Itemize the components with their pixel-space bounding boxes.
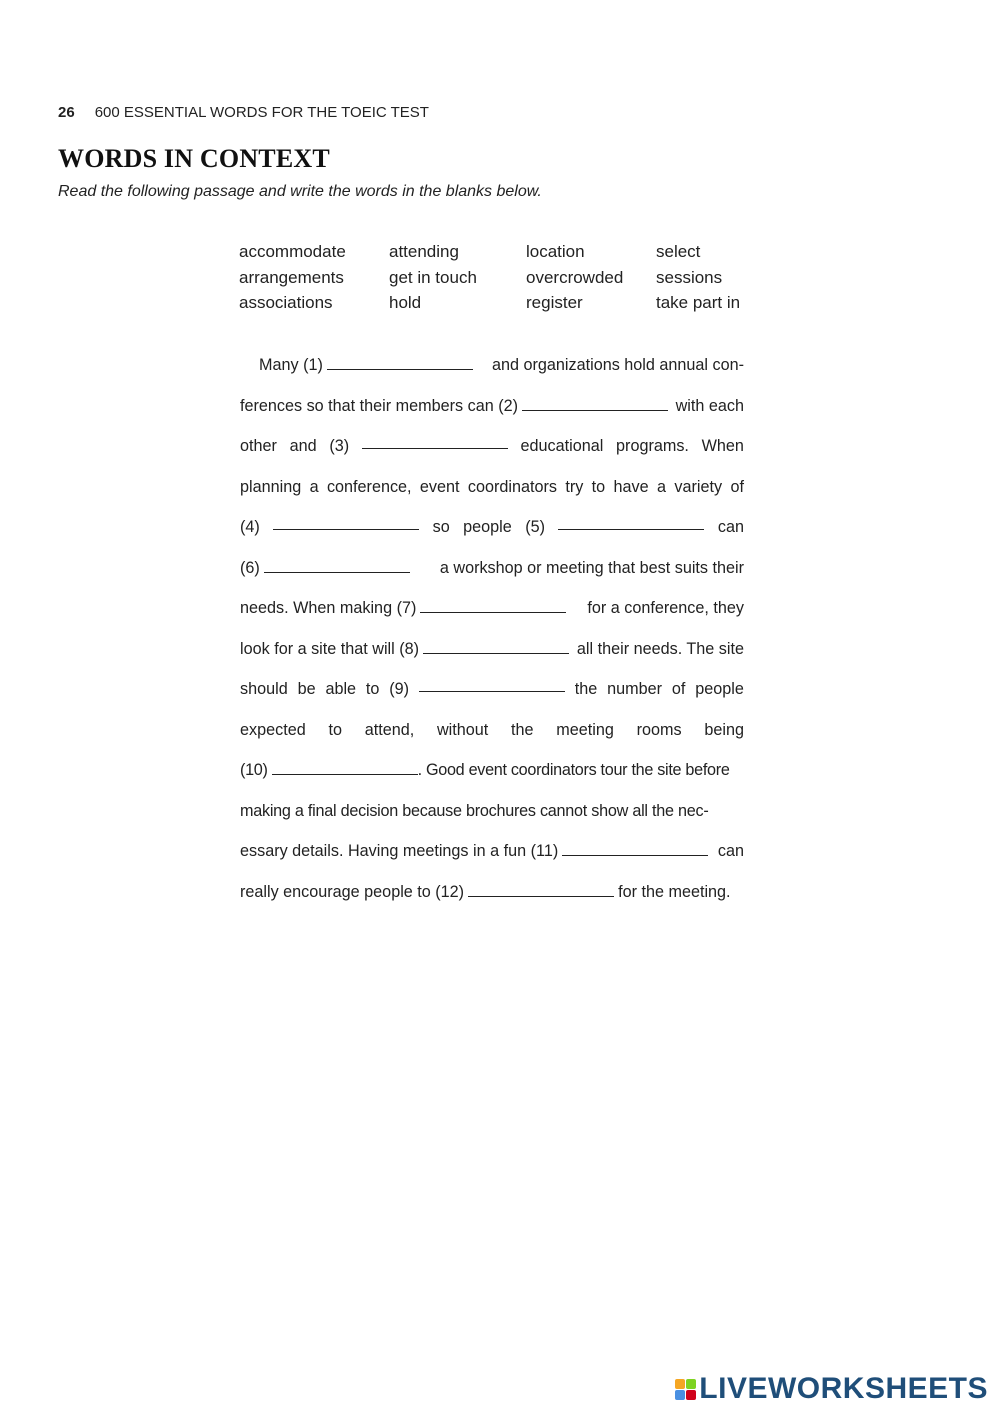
passage-word: other (240, 437, 277, 455)
passage-word: and (289, 437, 317, 455)
logo-text: LIVEWORKSHEETS (699, 1372, 988, 1405)
blank-5[interactable] (558, 512, 704, 530)
passage-line (240, 634, 744, 675)
passage-word: able (325, 680, 357, 698)
passage-word: the (574, 680, 598, 698)
passage-word: meeting (556, 720, 614, 739)
passage-word: to (591, 477, 606, 496)
blank-9[interactable] (419, 674, 565, 692)
word-bank-word: attending (389, 242, 459, 261)
passage-word: When (701, 437, 744, 455)
passage-line (240, 796, 744, 837)
blank-11[interactable] (562, 838, 708, 856)
passage-word: being (704, 720, 744, 739)
passage-text: for a conference, they (587, 599, 744, 617)
word-bank-row (239, 268, 749, 294)
word-bank-word: associations (239, 293, 333, 312)
passage-word: number (607, 680, 663, 698)
passage-line (240, 350, 744, 391)
word-bank-word: arrangements (239, 267, 344, 287)
liveworksheets-logo (675, 1372, 988, 1406)
passage-text: really encourage people to (12) (240, 882, 465, 901)
passage-word: to (328, 720, 342, 739)
blank-10[interactable] (272, 757, 418, 775)
passage-word: (9) (389, 680, 410, 698)
passage-word: programs. (616, 437, 689, 455)
passage-line (240, 755, 744, 796)
passage-text: can (717, 842, 744, 860)
passage-text: and organizations hold annual con- (492, 356, 744, 374)
passage-word: educational (520, 437, 604, 455)
word-bank-word: register (526, 293, 583, 312)
passage-text: a workshop or meeting that best suits their (439, 558, 744, 577)
passage-word: (5) (525, 518, 546, 536)
passage-text: (6) (240, 558, 260, 577)
page-header (58, 104, 429, 121)
passage-text: (10) (240, 761, 268, 779)
word-bank (239, 242, 749, 319)
passage-word: people (463, 518, 512, 536)
passage-text: ferences so that their members can (2) (240, 396, 519, 415)
passage-word: so (432, 518, 450, 536)
passage-line (240, 674, 744, 715)
passage-word: attend, (364, 720, 415, 739)
passage-text: with each (675, 396, 744, 415)
word-bank-word: take part in (656, 293, 741, 312)
blank-12[interactable] (468, 879, 614, 897)
blank-4[interactable] (273, 512, 419, 530)
blank-6[interactable] (264, 555, 410, 573)
word-bank-row (239, 242, 749, 268)
passage (240, 350, 744, 917)
passage-text: Many (1) (259, 356, 323, 374)
passage-text: for the meeting. (618, 882, 731, 901)
passage-word: have (613, 477, 649, 496)
passage-word: coordinators (467, 477, 557, 496)
passage-word: (4) (240, 518, 260, 536)
passage-word: planning (240, 477, 302, 496)
passage-line (240, 512, 744, 553)
instructions: Read the following passage and write the words in the blanks below. (58, 183, 542, 200)
word-bank-word: select (656, 242, 701, 261)
word-bank-word: sessions (656, 267, 723, 287)
passage-word: a (309, 477, 319, 496)
word-bank-word: overcrowded (526, 267, 624, 287)
passage-word: without (436, 720, 489, 739)
passage-text: look for a site that will (8) (240, 639, 420, 658)
passage-line (240, 877, 744, 918)
word-bank-row (239, 293, 749, 319)
passage-word: event (419, 477, 460, 496)
passage-word: of (671, 680, 686, 698)
blank-8[interactable] (423, 636, 569, 654)
logo-grid-icon (675, 1379, 696, 1400)
passage-word: people (695, 680, 744, 698)
word-bank-word: get in touch (389, 267, 477, 287)
book-title: 600 ESSENTIAL WORDS FOR THE TOEIC TEST (94, 104, 429, 121)
passage-line (240, 431, 744, 472)
passage-word: conference, (326, 477, 412, 496)
word-bank-word: accommodate (239, 242, 346, 261)
passage-text: . Good event coordinators tour the site before (417, 761, 730, 779)
passage-word: variety (674, 477, 723, 496)
passage-word: try (565, 477, 584, 496)
passage-word: of (730, 477, 744, 496)
passage-word: (3) (329, 437, 350, 455)
blank-3[interactable] (362, 431, 508, 449)
page-number: 26 (58, 104, 75, 121)
passage-word: to (365, 680, 380, 698)
passage-text: needs. When making (7) (240, 599, 417, 617)
blank-1[interactable] (327, 352, 473, 370)
passage-word: expected (240, 720, 306, 739)
passage-word: be (297, 680, 316, 698)
passage-word: the (511, 720, 534, 739)
passage-line (240, 391, 744, 432)
passage-word: should (240, 680, 288, 698)
passage-text: essary details. Having meetings in a fun (11) (240, 842, 559, 860)
blank-7[interactable] (420, 595, 566, 613)
passage-text: making a final decision because brochures cannot show all the nec- (240, 801, 709, 820)
passage-word: can (717, 518, 744, 536)
blank-2[interactable] (522, 393, 668, 411)
passage-word: rooms (636, 720, 682, 739)
passage-line (240, 715, 744, 756)
passage-line (240, 836, 744, 877)
word-bank-word: location (526, 242, 585, 261)
passage-line (240, 593, 744, 634)
word-bank-word: hold (389, 293, 422, 312)
section-title: WORDS IN CONTEXT (58, 144, 330, 173)
passage-line (240, 553, 744, 594)
passage-line (240, 472, 744, 513)
passage-word: a (657, 477, 667, 496)
passage-text: all their needs. The site (576, 639, 744, 658)
